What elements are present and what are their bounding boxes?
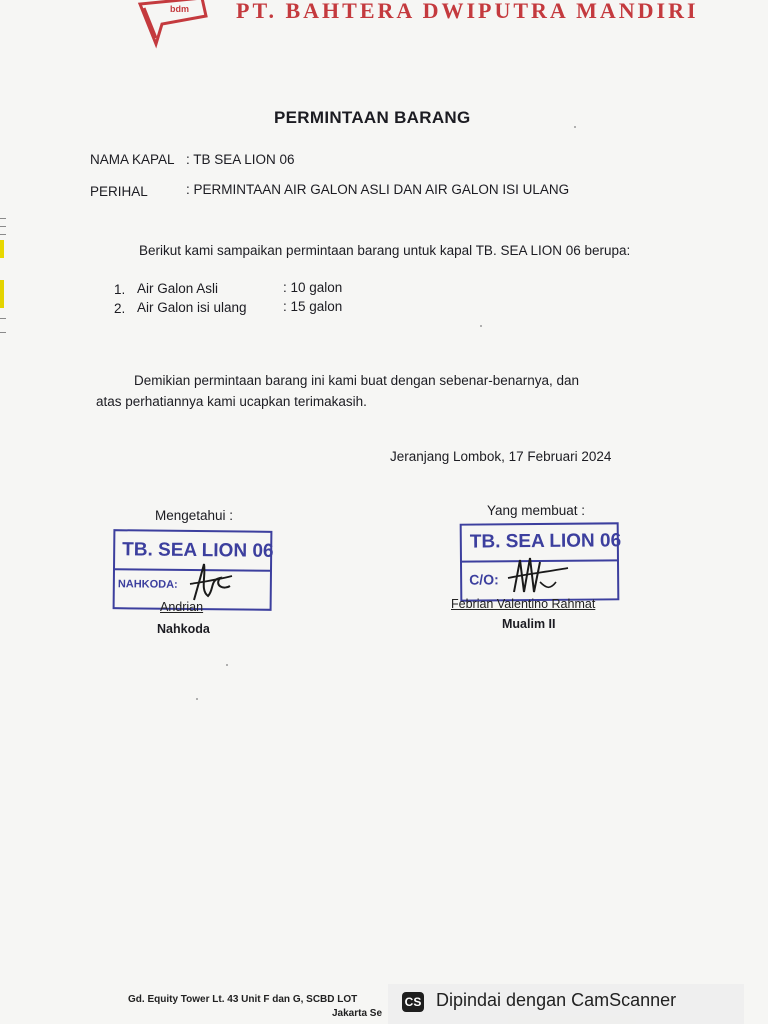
item-name: Air Galon Asli <box>137 281 219 296</box>
company-logo <box>126 0 216 56</box>
officer-name: Febrian Valentino Rahmat <box>451 597 596 611</box>
perihal-label: PERIHAL <box>90 184 148 199</box>
stamp-title: TB. SEA LION 06 <box>122 539 274 562</box>
logo-text: bdm <box>170 4 189 14</box>
closing-line-1: Demikian permintaan barang ini kami buat dengan sebenar-benarnya, dan <box>134 373 580 388</box>
item-number: 1. <box>114 282 126 297</box>
item-quantity: : 10 galon <box>283 280 343 295</box>
closing-line-2: atas perhatiannya kami ucapkan terimakasih. <box>96 394 367 409</box>
nama-kapal-value: : TB SEA LION 06 <box>186 152 295 167</box>
captain-role: Nahkoda <box>157 622 210 636</box>
document-title: PERMINTAAN BARANG <box>274 108 471 127</box>
footer-address-line-1: Gd. Equity Tower Lt. 43 Unit F dan G, SCBD LOT <box>128 994 358 1005</box>
captain-name: Andrian <box>160 600 204 614</box>
scanner-text: Dipindai dengan CamScanner <box>436 990 677 1010</box>
item-number: 2. <box>114 301 126 316</box>
intro-text: Berikut kami sampaikan permintaan barang untuk kapal TB. SEA LION 06 berupa: <box>139 243 631 258</box>
camscanner-icon: CS <box>402 992 424 1012</box>
item-quantity: : 15 galon <box>283 299 343 314</box>
scanner-watermark <box>388 984 744 1024</box>
company-name: PT. BAHTERA DWIPUTRA MANDIRI <box>236 0 699 23</box>
stamp-role: C/O: <box>469 571 499 588</box>
place-date: Jeranjang Lombok, 17 Februari 2024 <box>390 449 612 464</box>
right-signature-heading: Yang membuat : <box>487 503 586 518</box>
nama-kapal-label: NAMA KAPAL <box>90 152 175 167</box>
stamp-title: TB. SEA LION 06 <box>469 530 622 553</box>
left-signature-heading: Mengetahui : <box>155 508 234 523</box>
officer-signature <box>506 552 572 598</box>
perihal-value: : PERMINTAAN AIR GALON ASLI DAN AIR GALON ISI ULANG <box>186 182 570 197</box>
officer-role: Mualim II <box>502 617 556 631</box>
page-edge-marks <box>0 210 5 350</box>
footer-address-line-2: Jakarta Se <box>332 1008 383 1019</box>
stamp-role: NAHKODA: <box>117 578 178 591</box>
item-name: Air Galon isi ulang <box>137 300 247 315</box>
